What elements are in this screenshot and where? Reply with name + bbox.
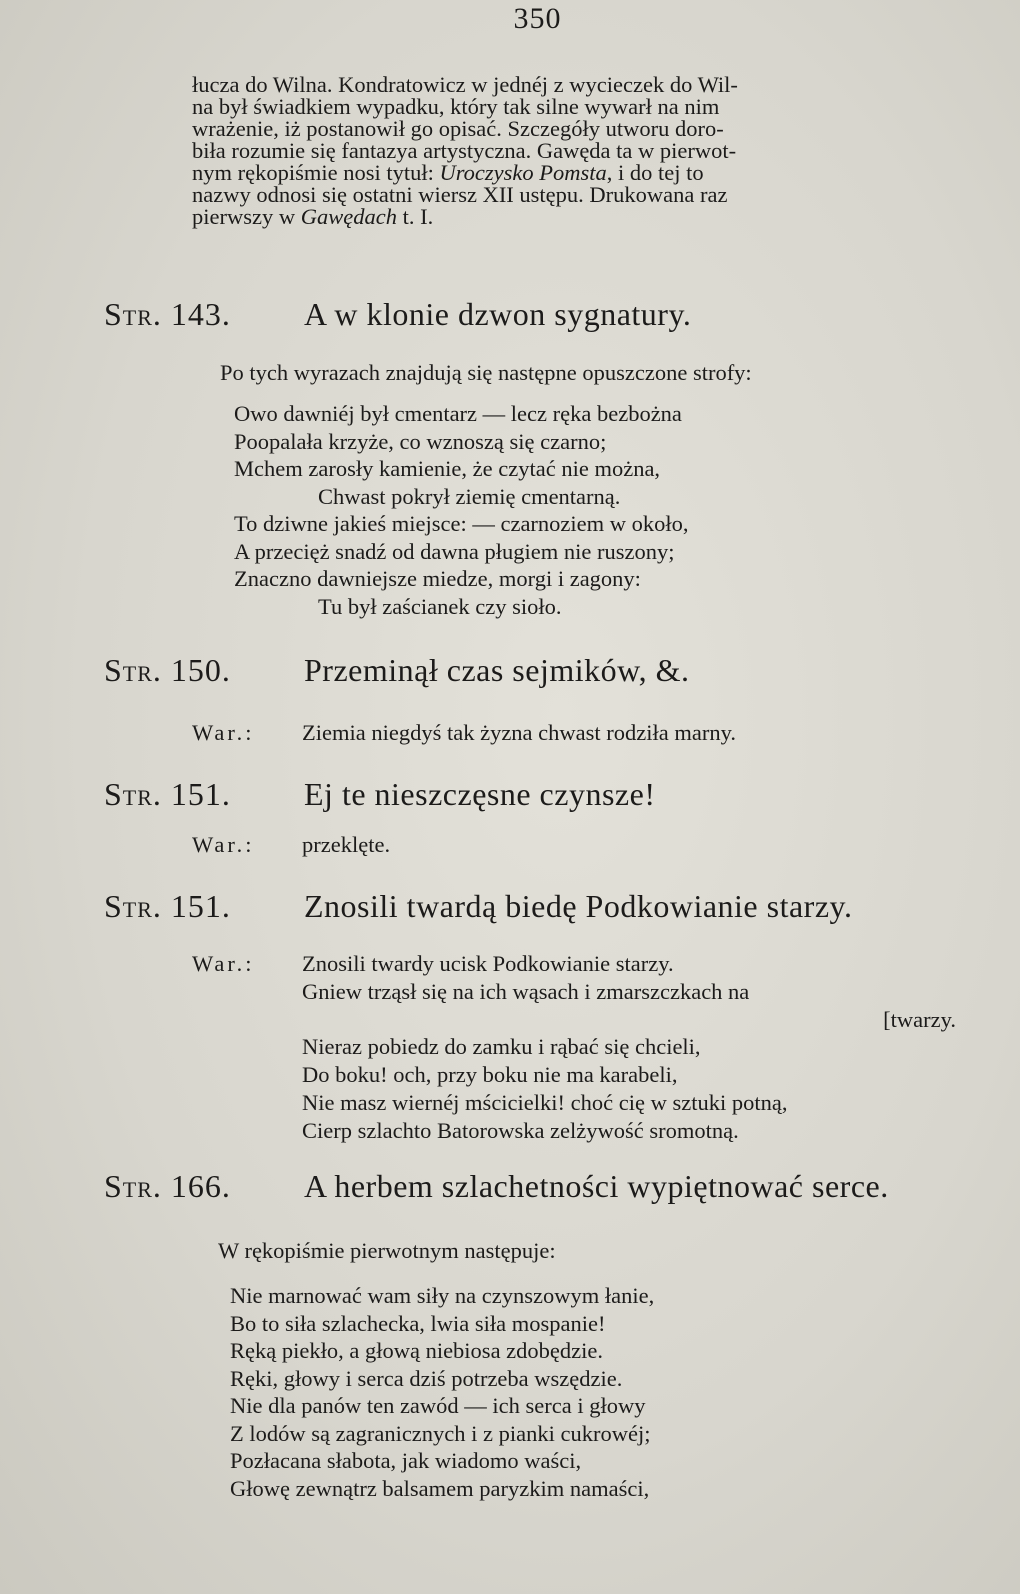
- entry-heading: [104, 296, 691, 333]
- intro-line: łucza do Wilna. Kondratowicz w jednéj z wycieczek do Wil-: [192, 72, 738, 97]
- variant-line: Nieraz pobiedz do zamku i rąbać się chcieli,: [302, 1034, 701, 1060]
- intro-title-italic: Uroczysko Pomsta: [439, 160, 607, 185]
- verse-line: Z lodów są zagranicznych i z pianki cukrowéj;: [230, 1420, 651, 1446]
- variant-line: Gniew trząsł się na ich wąsach i zmarszczkach na: [302, 978, 750, 1004]
- entry-heading: [104, 1168, 889, 1205]
- verse-line: Bo to siła szlachecka, lwia siła mospanie!: [230, 1310, 606, 1336]
- intro-line: biła rozumie się fantazya artystyczna. Gawęda ta w pierwot-: [192, 138, 737, 163]
- verse-line: Pozłacana słabota, jak wiadomo waści,: [230, 1448, 582, 1473]
- variant-line: Nie masz wiernéj mścicielki! choć cię w sztuki potną,: [302, 1089, 788, 1115]
- intro-line: , i do tej to: [606, 160, 704, 185]
- verse-line: Nie marnować wam siły na czynszowym łanie,: [230, 1283, 655, 1308]
- verse-line: Tu był zaścianek czy sioło.: [318, 593, 562, 619]
- verse-line: Nie dla panów ten zawód — ich serca i głowy: [230, 1393, 646, 1418]
- verse-line: A przecięż snadź od dawna pługiem nie ruszony;: [234, 538, 675, 564]
- variant-text: Ziemia niegdyś tak żyzna chwast rodziła marny.: [302, 720, 737, 745]
- page-reference: Str. 143.: [104, 296, 231, 332]
- variant-row: [192, 832, 390, 858]
- intro-line: wrażenie, iż postanowił go opisać. Szczegóły utworu doro-: [192, 116, 724, 141]
- quoted-line: Znosili twardą biedę Podkowianie starzy.: [304, 888, 853, 924]
- entry-heading: [104, 652, 690, 689]
- intro-line: pierwszy w: [192, 204, 301, 229]
- intro-paragraph: [192, 74, 960, 228]
- quoted-line: Ej te nieszczęsne czynsze!: [304, 776, 656, 812]
- intro-line: nazwy odnosi się ostatni wiersz XII ustępu. Drukowana raz: [192, 182, 728, 207]
- verse-line: Poopalała krzyże, co wznoszą się czarno;: [234, 428, 607, 454]
- editorial-note: W rękopiśmie pierwotnym następuje:: [218, 1238, 556, 1263]
- variant-row: [192, 720, 736, 746]
- page-reference: Str. 151.: [104, 888, 231, 924]
- variant-line: Znosili twardy ucisk Podkowianie starzy.: [302, 951, 674, 976]
- variant-text: przeklęte.: [302, 832, 391, 857]
- verse-line: To dziwne jakieś miejsce: — czarnoziem w około,: [234, 511, 689, 536]
- verse-line: Owo dawniéj był cmentarz — lecz ręka bezbożna: [234, 401, 682, 426]
- page-reference: Str. 151.: [104, 776, 231, 812]
- entry-heading: [104, 888, 852, 925]
- verse-line: Głowę zewnątrz balsamem paryzkim namaści,: [230, 1475, 650, 1501]
- verse-line: Ręką piekło, a głową niebiosa zdobędzie.: [230, 1338, 603, 1363]
- page-reference: Str. 150.: [104, 652, 231, 688]
- intro-line: nym rękopiśmie nosi tytuł:: [192, 160, 440, 185]
- variant-line-turnover: [twarzy.: [883, 1006, 956, 1032]
- variant-block: [192, 950, 956, 1145]
- verse-line: Chwast pokrył ziemię cmentarną.: [318, 483, 621, 509]
- intro-italic-gawedach: Gawędach: [300, 204, 397, 229]
- quoted-line: Przeminął czas sejmików, &.: [304, 652, 690, 688]
- page-number: 350: [513, 2, 562, 35]
- intro-line: t. I.: [396, 204, 434, 229]
- quoted-line: A herbem szlachetności wypiętnować serce.: [304, 1168, 889, 1204]
- verse-line: Znaczno dawniejsze miedze, morgi i zagony:: [234, 566, 641, 591]
- variant-line: Cierp szlachto Batorowska zelżywość sromotną.: [302, 1117, 739, 1143]
- verse-line: Ręki, głowy i serca dziś potrzeba wszędzie.: [230, 1365, 623, 1391]
- variant-label: War.:: [192, 720, 255, 745]
- editorial-note: Po tych wyrazach znajdują się następne opuszczone strofy:: [220, 360, 752, 385]
- variant-label: War.:: [192, 832, 255, 857]
- page-reference: Str. 166.: [104, 1168, 231, 1204]
- verse-line: Mchem zarosły kamienie, że czytać nie można,: [234, 456, 661, 481]
- manuscript-passage: [230, 1282, 654, 1502]
- omitted-stanza: [234, 400, 689, 620]
- entry-heading: [104, 776, 655, 813]
- quoted-line: A w klonie dzwon sygnatury.: [304, 296, 692, 332]
- variant-line: Do boku! och, przy boku nie ma karabeli,: [302, 1062, 678, 1088]
- intro-line: na był świadkiem wypadku, który tak silne wywarł na nim: [192, 94, 720, 119]
- variant-label: War.:: [192, 951, 255, 976]
